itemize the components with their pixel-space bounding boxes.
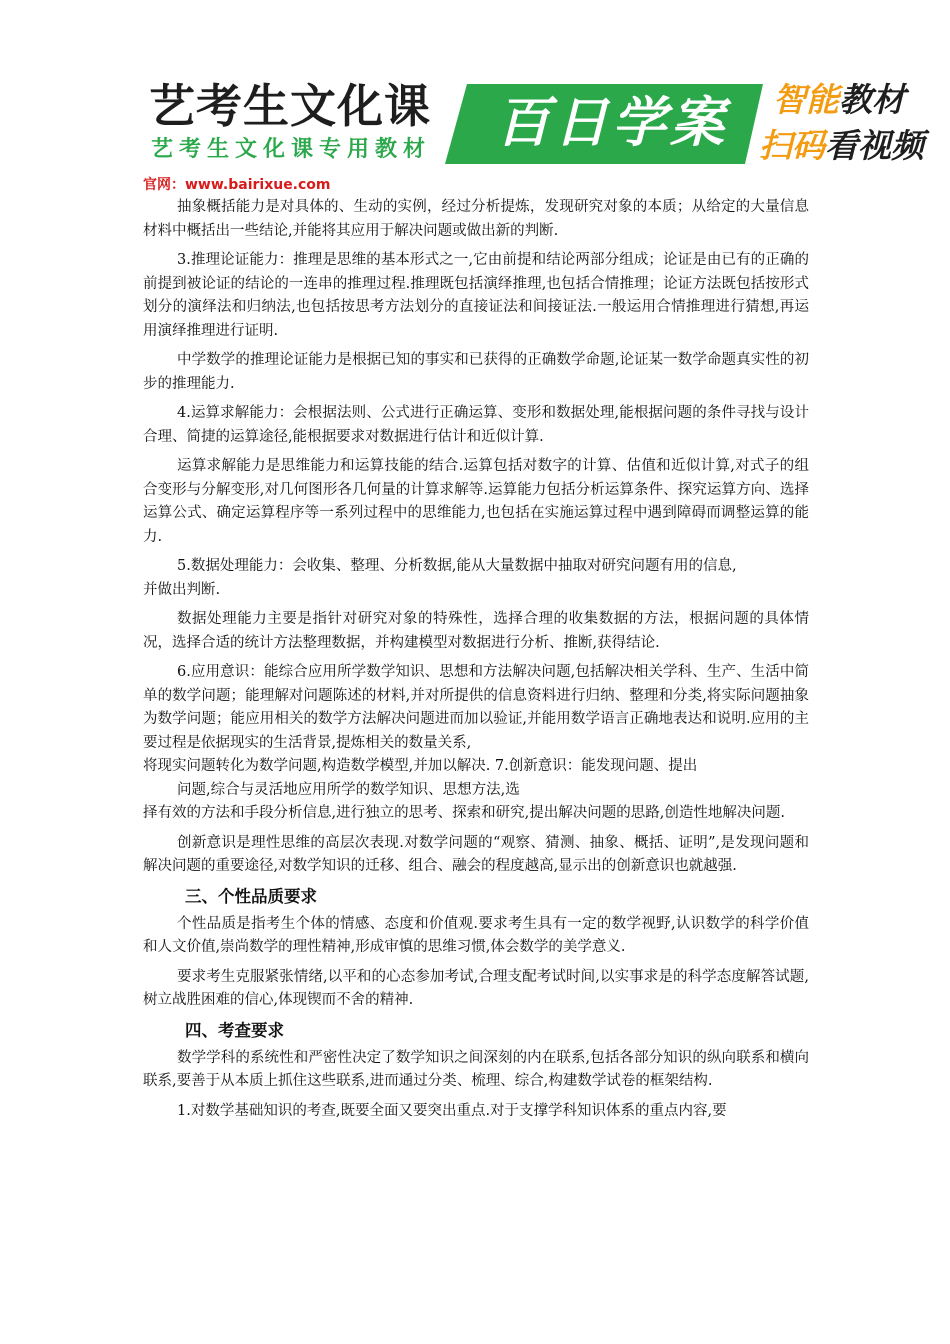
paragraph-personality: 个性品质是指考生个体的情感、态度和价值观.要求考生具有一定的数学视野,认识数学的科学价值和人文价值,崇尚数学的理性精神,形成审慎的思维习惯,体会数学的美学意义. xyxy=(143,915,809,955)
slogan-top-highlight: 智能 xyxy=(773,80,839,119)
section-heading-assessment: 四、考查要求 xyxy=(185,1020,284,1040)
slogan-top-rest: 教材 xyxy=(839,80,905,119)
paragraph-reasoning-detail: 中学数学的推理论证能力是根据已知的事实和已获得的正确数学命题,论证某一数学命题真实性的初步的推理能力. xyxy=(143,352,809,392)
paragraph-innovation-cont: 择有效的方法和手段分析信息,进行独立的思考、探索和研究,提出解决问题的思路,创造性地解决问题. xyxy=(143,805,785,821)
paragraph-computation: 4.运算求解能力：会根据法则、公式进行正确运算、变形和数据处理,能根据问题的条件寻找与设计合理、简捷的运算途径,能根据要求对数据进行估计和近似计算. xyxy=(143,405,809,445)
paragraph-application-tail: 将现实问题转化为数学问题,构造数学模型,并加以解决. 7.创新意识：能发现问题、提出 xyxy=(143,758,698,774)
brand-title: 艺考生文化课 xyxy=(149,79,431,133)
slogan-bottom xyxy=(759,126,924,166)
paragraph-computation-detail: 运算求解能力是思维能力和运算技能的结合.运算包括对数字的计算、估值和近似计算,对式子的组合变形与分解变形,对几何图形各几何量的计算求解等.运算能力包括分析运算条件、探究运算方向、选择运算公式、确定运算程序等一系列过程中的思维能力,也包括在实施运算过程中遇到障碍而调整运算的能力. xyxy=(143,458,809,545)
paragraph-personality-detail: 要求考生克服紧张情绪,以平和的心态参加考试,合理支配考试时间,以实事求是的科学态度解答试题,树立战胜困难的信心,体现锲而不舍的精神. xyxy=(143,968,809,1008)
document-body xyxy=(143,196,809,1129)
paragraph-data-processing-tail: 并做出判断. xyxy=(143,581,221,598)
slogan-bottom-rest: 看视频 xyxy=(825,126,924,165)
banner-title: 百日学案 xyxy=(496,91,728,154)
paragraph-reasoning: 3.推理论证能力：推理是思维的基本形式之一,它由前提和结论两部分组成；论证是由已有的正确的前提到被论证的结论的一连串的推理过程.推理既包括演绎推理,也包括合情推理；论证方法既包括按形式划分的演绎法和归纳法,也包括按思考方法划分的直接证法和间接证法.一般运用合情推理进行猜想,再运用演绎推理进行证明. xyxy=(143,252,809,339)
paragraph-data-processing: 5.数据处理能力：会收集、整理、分析数据,能从大量数据中抽取对研究问题有用的信息, xyxy=(177,558,737,574)
paragraph-abstraction: 抽象概括能力是对具体的、生动的实例，经过分析提炼，发现研究对象的本质；从给定的大量信息材料中概括出一些结论,并能将其应用于解决问题或做出新的判断. xyxy=(143,199,809,239)
section-heading-personality: 三、个性品质要求 xyxy=(185,886,317,906)
paragraph-innovation-start: 问题,综合与灵活地应用所学的数学知识、思想方法,选 xyxy=(177,781,520,798)
paragraph-assessment: 数学学科的系统性和严密性决定了数学知识之间深刻的内在联系,包括各部分知识的纵向联系和横向联系,要善于从本质上抓住这些联系,进而通过分类、梳理、综合,构建数学试卷的框架结构. xyxy=(143,1049,809,1089)
brand-subtitle: 艺考生文化课专用教材 xyxy=(151,137,432,162)
header-banner xyxy=(147,78,937,170)
paragraph-application: 6.应用意识：能综合应用所学数学知识、思想和方法解决问题,包括解决相关学科、生产、生活中简单的数学问题；能理解对问题陈述的材料,并对所提供的信息资料进行归纳、整理和分类,将实际问题抽象为数学问题；能应用相关的数学方法解决问题进而加以验证,并能用数学语言正确地表达和说明.应用的主要过程是依据现实的生活背景,提炼相关的数量关系, xyxy=(143,664,809,751)
website-link[interactable]: 官网：www.bairixue.com xyxy=(143,177,331,193)
paragraph-innovation-detail: 创新意识是理性思维的高层次表现.对数学问题的“观察、猜测、抽象、概括、证明”,是发现问题和解决问题的重要途径,对数学知识的迁移、组合、融会的程度越高,显示出的创新意识也就越强. xyxy=(143,834,809,874)
slogan-bottom-highlight: 扫码 xyxy=(759,126,825,165)
paragraph-assessment-basics: 1.对数学基础知识的考查,既要全面又要突出重点.对于支撑学科知识体系的重点内容,要 xyxy=(177,1102,727,1119)
slogan-top xyxy=(773,80,905,120)
paragraph-data-processing-detail: 数据处理能力主要是指针对研究对象的特殊性，选择合理的收集数据的方法，根据问题的具体情况，选择合适的统计方法整理数据，并构建模型对数据进行分析、推断,获得结论. xyxy=(143,611,809,651)
